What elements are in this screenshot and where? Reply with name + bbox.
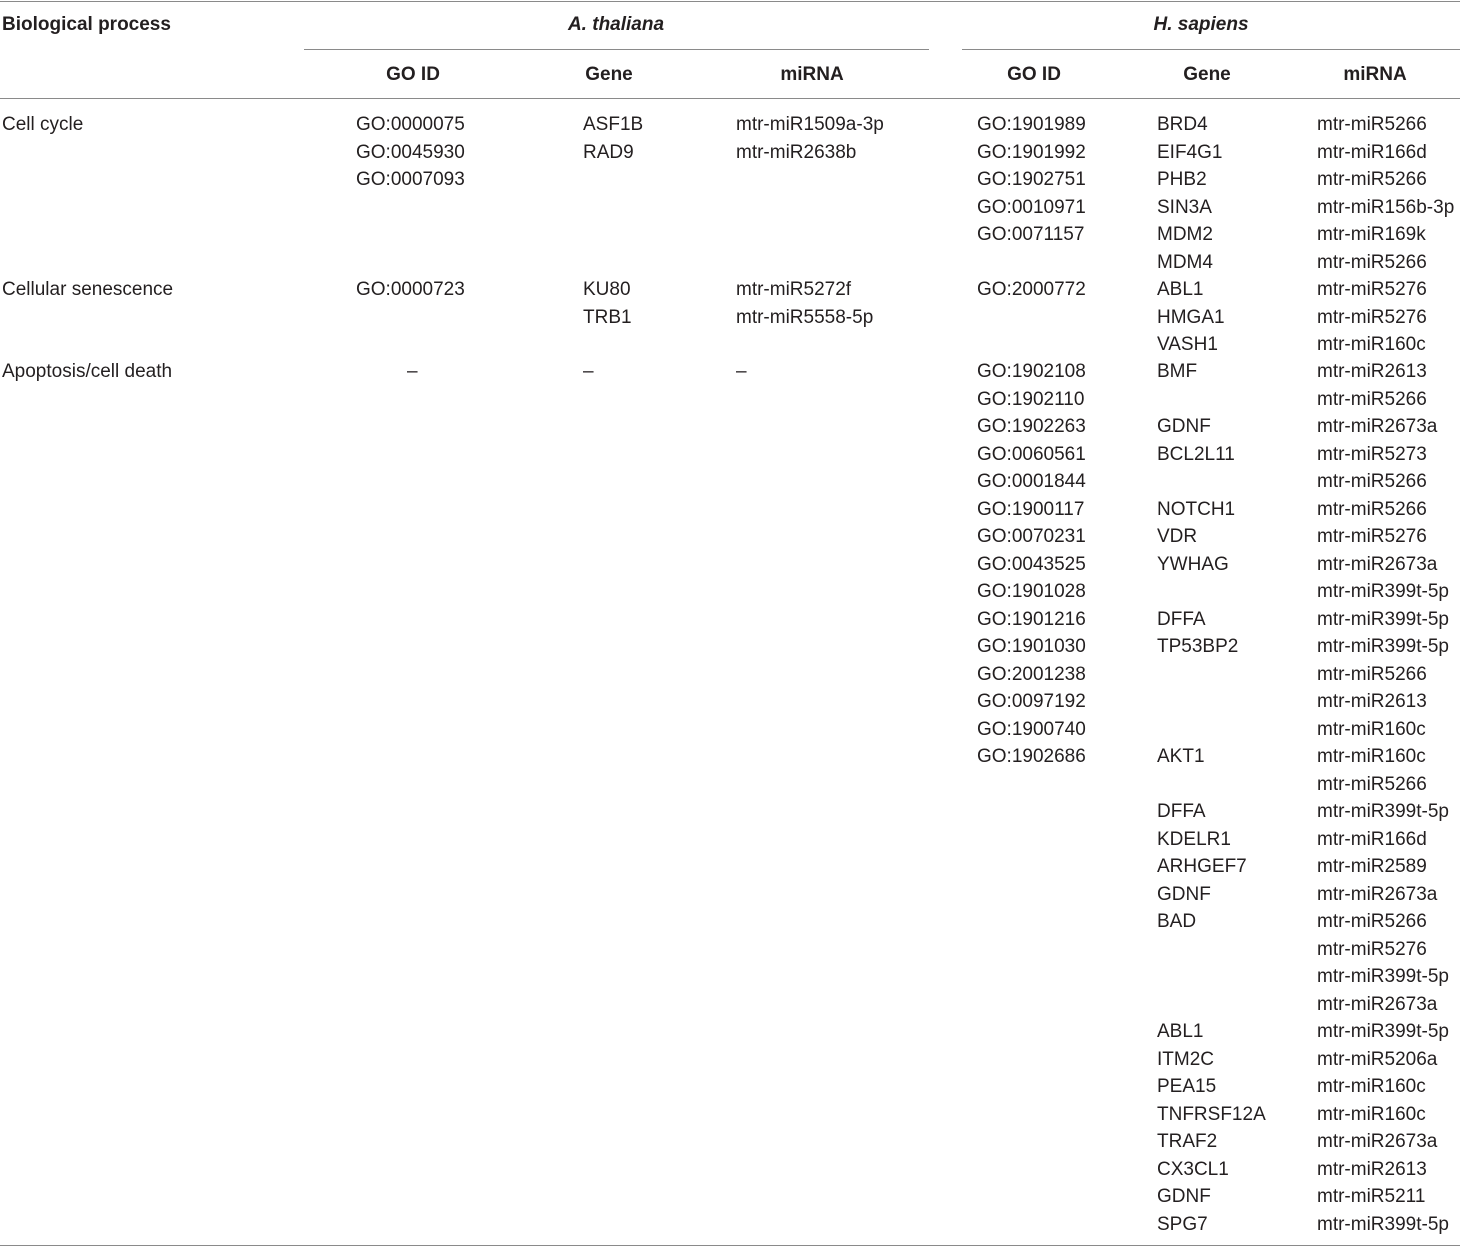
header-species-a-thaliana: A. thaliana xyxy=(567,14,665,35)
species-h-sapiens-rule xyxy=(962,49,1460,50)
header-biological-process: Biological process xyxy=(2,14,171,35)
hs-mirna-cell: mtr-miR5276 mtr-miR5276 mtr-miR160c xyxy=(1317,279,1427,355)
hs-go-cell: GO:1901989 GO:1901992 GO:1902751 GO:0010971 GO:0071157 xyxy=(977,114,1086,245)
ath-mirna-cell: – xyxy=(736,361,747,382)
process-cell: Cellular senescence xyxy=(2,279,174,300)
ath-gene-cell: – xyxy=(583,361,594,382)
header-hs-go-id: GO ID xyxy=(1007,64,1061,85)
hs-mirna-cell: mtr-miR2613 mtr-miR5266 mtr-miR2673a mtr-miR5273 mtr-miR5266 mtr-miR5266 mtr-miR5276 mtr-miR2673a mtr-miR399t-5p mtr-miR399t-5p mtr-miR399t-5p mtr-miR5266 mtr-miR2613 mtr-miR160c mtr-miR160c mtr-miR5266 mtr-miR399t-5p mtr-miR166d mtr-miR2589 mtr-miR2673a mtr-miR5266 mtr-miR5276 mtr-miR399t-5p mtr-miR2673a mtr-miR399t-5p mtr-miR5206a mtr-miR160c mtr-miR160c mtr-miR2673a mtr-miR2613 mtr-miR5211 mtr-miR399t-5p xyxy=(1317,361,1449,1235)
hs-gene-cell: ABL1 HMGA1 VASH1 xyxy=(1157,279,1225,355)
ath-go-cell: GO:0000723 xyxy=(356,279,465,300)
header-bottom-rule xyxy=(0,98,1460,99)
ath-gene-cell: KU80 TRB1 xyxy=(583,279,632,328)
header-ath-go-id: GO ID xyxy=(386,64,440,85)
ath-go-cell: GO:0000075 GO:0045930 GO:0007093 xyxy=(356,114,465,190)
hs-gene-cell: BRD4 EIF4G1 PHB2 SIN3A MDM2 MDM4 xyxy=(1157,114,1223,273)
header-ath-gene: Gene xyxy=(585,64,633,85)
ath-mirna-cell: mtr-miR5272f mtr-miR5558-5p xyxy=(736,279,874,328)
ath-gene-cell: ASF1B RAD9 xyxy=(583,114,644,163)
header-hs-mirna: miRNA xyxy=(1343,64,1407,85)
species-a-thaliana-rule xyxy=(304,49,929,50)
hs-go-cell: GO:1902108 GO:1902110 GO:1902263 GO:0060561 GO:0001844 GO:1900117 GO:0070231 GO:0043525 GO:1901028 GO:1901216 GO:1901030 GO:2001238 GO:0097192 GO:1900740 GO:1902686 xyxy=(977,361,1086,767)
ath-mirna-cell: mtr-miR1509a-3p mtr-miR2638b xyxy=(736,114,884,163)
ath-go-cell: – xyxy=(407,361,418,382)
process-cell: Cell cycle xyxy=(2,114,84,135)
process-cell: Apoptosis/cell death xyxy=(2,361,173,382)
table-top-rule xyxy=(0,1,1460,2)
hs-gene-cell: BMF GDNF BCL2L11 NOTCH1 VDR YWHAG DFFA TP53BP2 AKT1 DFFA KDELR1 ARHGEF7 GDNF BAD ABL1 ITM2C PEA15 TNFRSF12A TRAF2 CX3CL1 GDNF SPG7 xyxy=(1157,361,1266,1235)
hs-mirna-cell: mtr-miR5266 mtr-miR166d mtr-miR5266 mtr-miR156b-3p mtr-miR169k mtr-miR5266 xyxy=(1317,114,1455,273)
header-ath-mirna: miRNA xyxy=(780,64,844,85)
header-species-h-sapiens: H. sapiens xyxy=(1153,14,1249,35)
table-bottom-rule xyxy=(0,1245,1460,1246)
hs-go-cell: GO:2000772 xyxy=(977,279,1086,300)
header-hs-gene: Gene xyxy=(1183,64,1231,85)
